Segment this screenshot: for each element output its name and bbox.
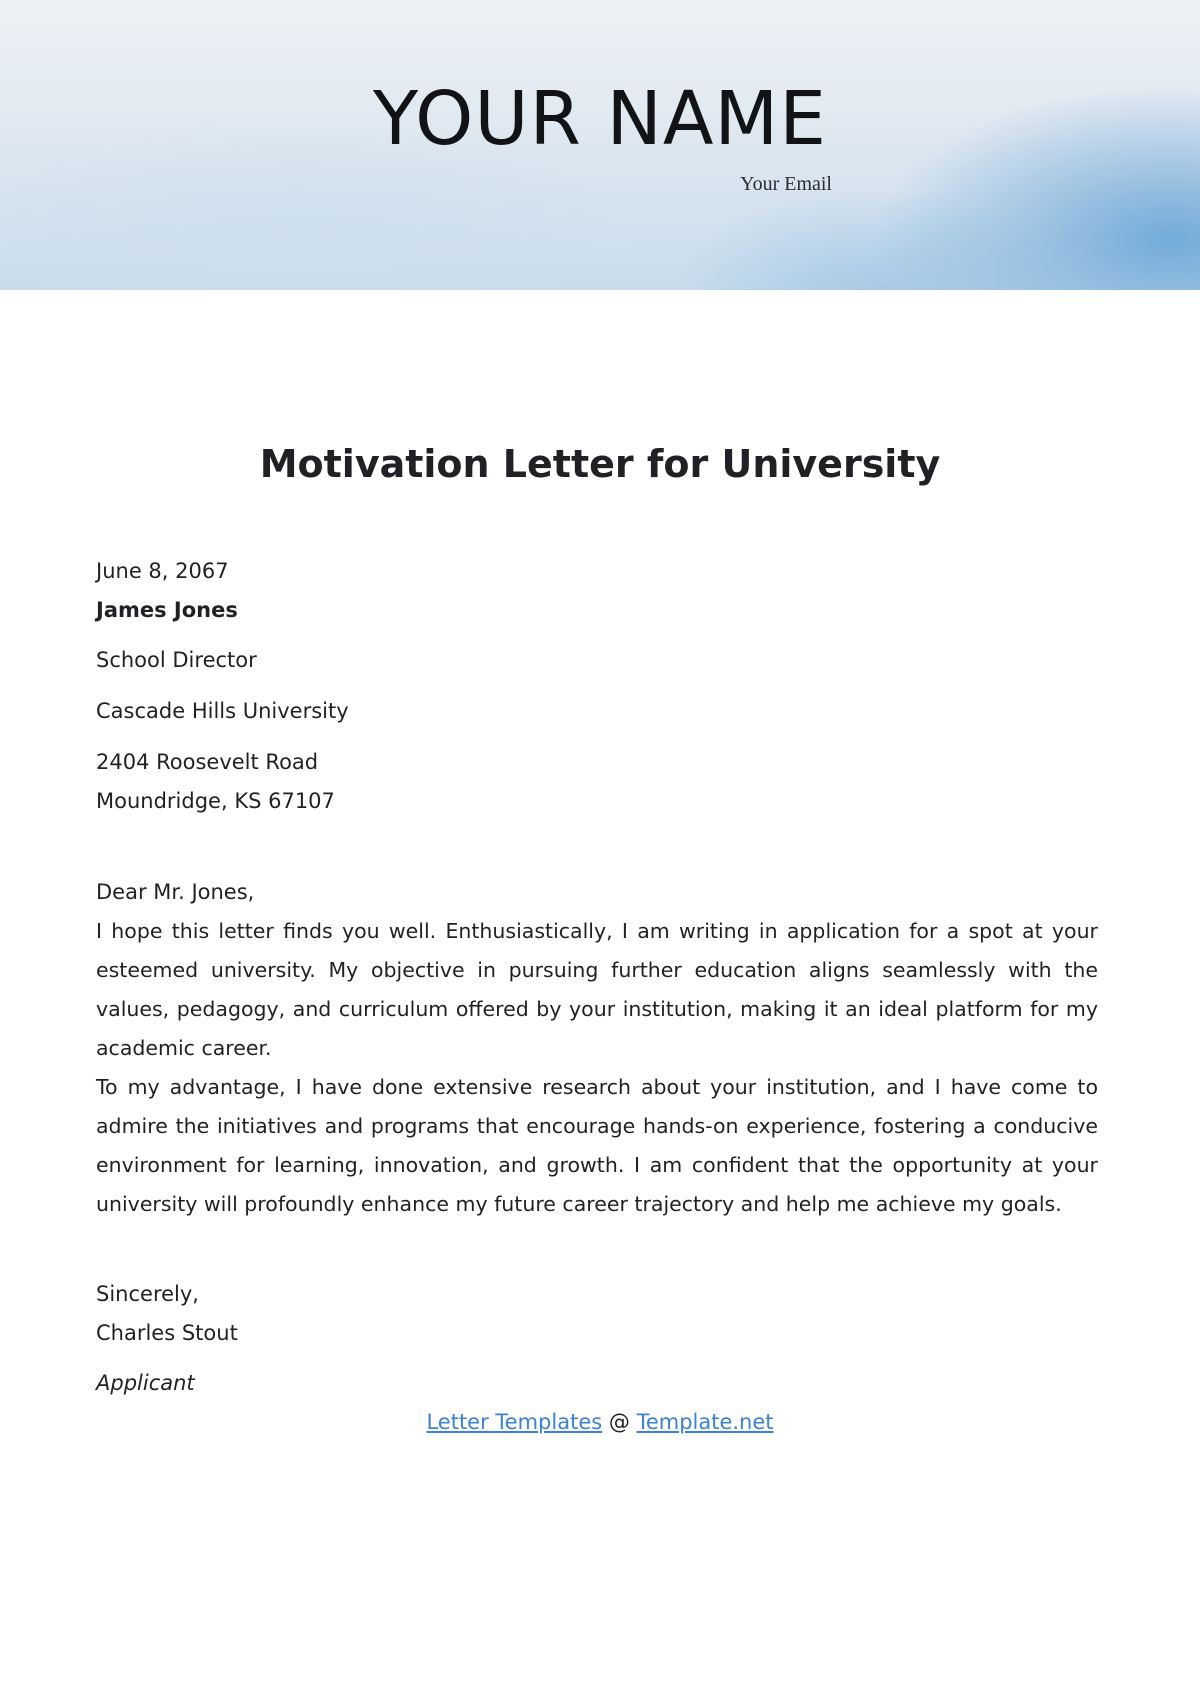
signer-role: Applicant xyxy=(96,1371,195,1395)
letter-date: June 8, 2067 xyxy=(96,559,229,583)
signer-name: Charles Stout xyxy=(96,1321,238,1345)
recipient-organization: Cascade Hills University xyxy=(96,699,349,723)
letter-header xyxy=(0,0,1200,290)
footer-credit xyxy=(0,1403,1200,1442)
footer-separator: @ xyxy=(608,1410,630,1434)
letter-title: Motivation Letter for University xyxy=(259,442,941,486)
template-net-link[interactable]: Template.net xyxy=(636,1410,774,1434)
closing-sign-off: Sincerely, xyxy=(96,1282,199,1306)
sender-email: Your Email xyxy=(740,173,832,195)
body-paragraph-2: To my advantage, I have done extensive research about your institution, and I have come to admire the initiatives and programs that encourage hands-on experience, fostering a conducive environment for learning, innovation, and growth. I am confident that the opportunity at your university will profoundly enhance my future career trajectory and help me achieve my goals. xyxy=(96,1075,1098,1216)
sender-name: YOUR NAME xyxy=(372,76,828,162)
recipient-address-line1: 2404 Roosevelt Road xyxy=(96,750,319,774)
recipient-name: James Jones xyxy=(96,598,238,622)
recipient-address-line2: Moundridge, KS 67107 xyxy=(96,789,335,813)
body-paragraph-1: I hope this letter finds you well. Enthusiastically, I am writing in application for a spot at your esteemed university. My objective in pursuing further education aligns seamlessly with the values, pedagogy, and curriculum offered by your institution, making it an ideal platform for my academic career. xyxy=(96,919,1098,1060)
recipient-position: School Director xyxy=(96,648,257,672)
salutation: Dear Mr. Jones, xyxy=(96,880,255,904)
letter-templates-link[interactable]: Letter Templates xyxy=(426,1410,603,1434)
